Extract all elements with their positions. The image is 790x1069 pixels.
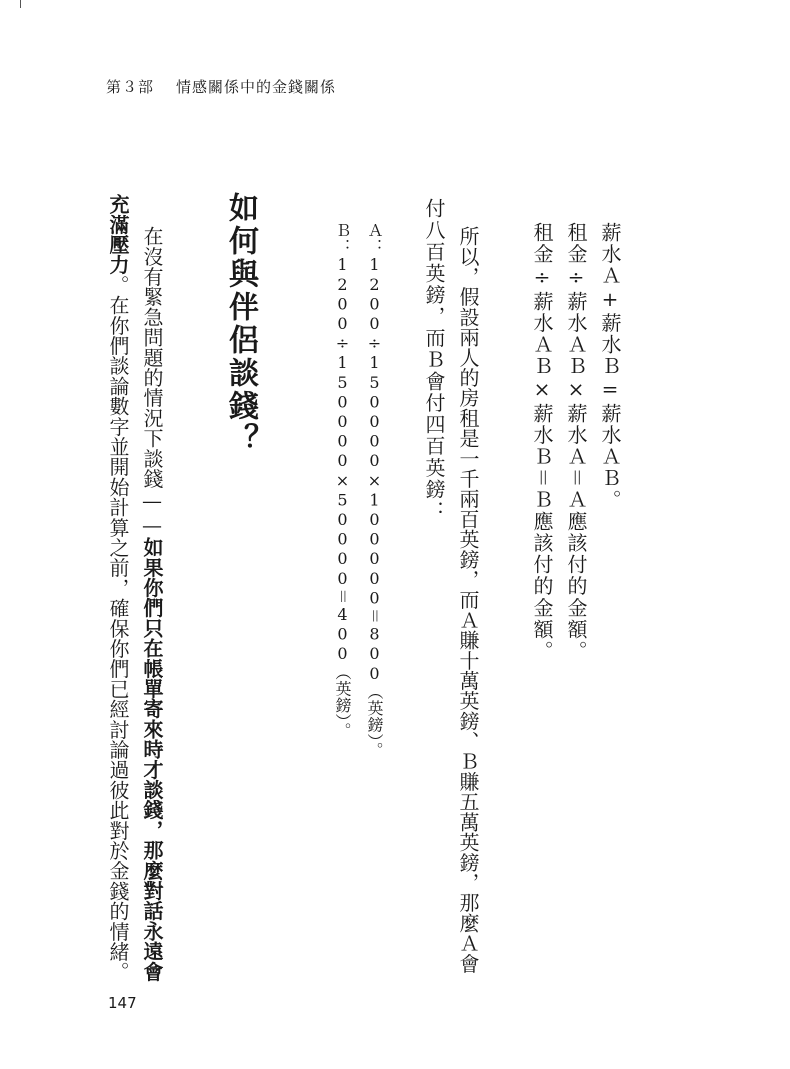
body-line-2-normal: 。在你們談論數字並開始計算之前，確保你們已經討論過彼此對於金錢的情緒。 — [106, 274, 130, 982]
section-heading: 如何與伴侶談錢？ — [223, 192, 258, 456]
calculation-a: Ａ：1200÷150000×100000＝800（英鎊）。 — [365, 222, 384, 759]
body-line-1-bold: 如果你們只在帳單寄來時才談錢，那麼對話永遠會 — [140, 537, 164, 982]
running-header — [106, 76, 336, 97]
formula-line-2: 租金÷薪水ＡＢ×薪水Ａ＝Ａ應該付的金額。 — [564, 222, 588, 662]
body-line-2 — [106, 194, 130, 982]
header-title: 情感關係中的金錢關係 — [176, 78, 337, 96]
example-paragraph-line-2: 付八百英鎊，而Ｂ會付四百英鎊： — [422, 198, 446, 522]
page-number: 147 — [108, 994, 137, 1012]
body-line-1-normal: 在沒有緊急問題的情況下談錢—— — [140, 226, 164, 537]
formula-line-1: 薪水Ａ+薪水Ｂ=薪水ＡＢ。 — [598, 222, 622, 511]
formula-line-3: 租金÷薪水ＡＢ×薪水Ｂ＝Ｂ應該付的金額。 — [530, 222, 554, 662]
crop-mark — [20, 0, 21, 8]
example-paragraph-line-1: 所以，假設兩人的房租是一千兩百英鎊，而Ａ賺十萬英鎊、Ｂ賺五萬英鎊，那麼Ａ會 — [456, 226, 480, 974]
header-part: 第３部 — [106, 78, 155, 96]
body-line-2-bold: 充滿壓力 — [106, 194, 130, 275]
calculation-b: Ｂ：1200÷150000×50000＝400（英鎊）。 — [333, 222, 352, 739]
body-line-1 — [140, 226, 164, 981]
